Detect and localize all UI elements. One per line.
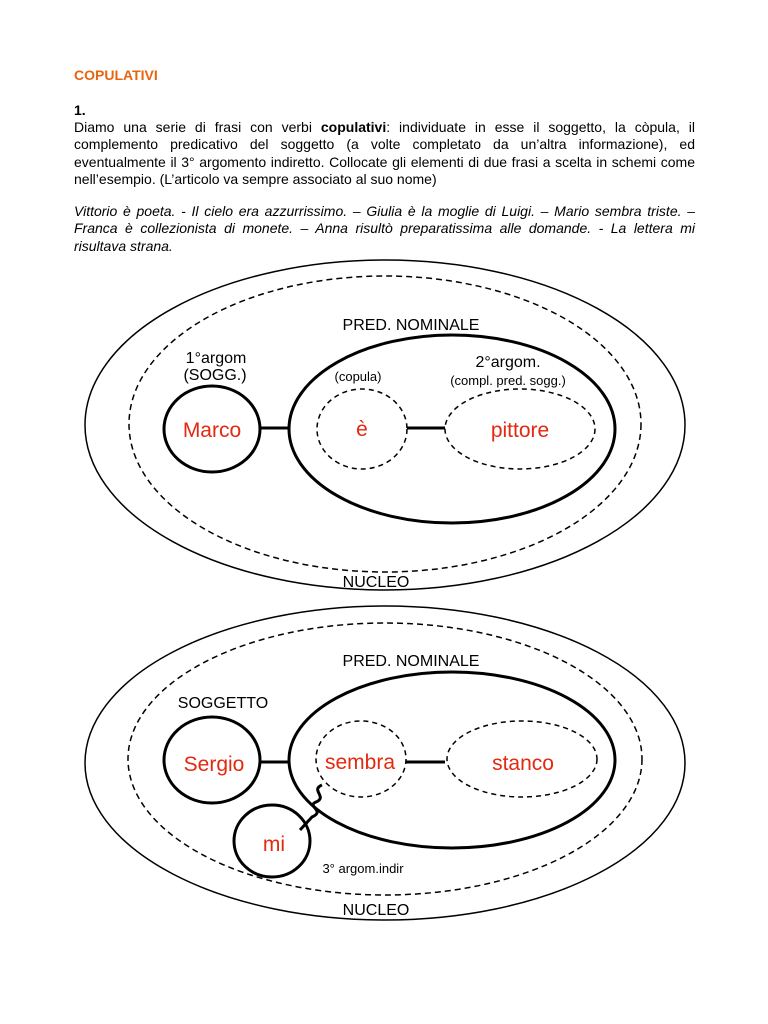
pred-nominale-label: PRED. NOMINALE bbox=[342, 653, 480, 670]
instruction-text-2: : individuate in esse il soggetto, la còpula, il complemento predicativo del soggetto (a volte completato da un’altra informazione), ed eventualmente il 3° argomento indiretto. Collocate gli elementi di due frasi a scelta in schemi come nell’esempio. (L’articolo va sempre associato al suo nome) bbox=[74, 119, 695, 187]
instruction-text-1: Diamo una serie di frasi con verbi bbox=[74, 119, 321, 135]
arg1-label: 1°argom bbox=[185, 350, 247, 367]
subject-word: Sergio bbox=[183, 753, 245, 776]
instruction-bold-term: copulativi bbox=[320, 119, 387, 135]
nucleo-label: NUCLEO bbox=[342, 902, 410, 919]
diagram-1 bbox=[85, 260, 685, 591]
exercise-number: 1. bbox=[74, 102, 86, 118]
example-sentences: Vittorio è poeta. - Il cielo era azzurrissimo. – Giulia è la moglie di Luigi. – Mario sembra triste. – Franca è collezionista di monete. – Anna risultò preparatissima alle domande. - La lettera mi risultava strana. bbox=[74, 203, 695, 254]
copula-label: (copula) bbox=[334, 369, 382, 384]
indirect-arg-label: 3° argom.indir bbox=[322, 861, 404, 876]
copula-word: è bbox=[356, 418, 368, 441]
indirect-wavy-link bbox=[300, 785, 322, 830]
predicate-ellipse bbox=[289, 335, 615, 523]
pred-nominale-label: PRED. NOMINALE bbox=[342, 317, 480, 334]
subject-word: Marco bbox=[182, 419, 242, 442]
section-title: COPULATIVI bbox=[74, 67, 158, 83]
complement-word: stanco bbox=[492, 752, 554, 775]
complement-word: pittore bbox=[490, 419, 550, 442]
diagram-2 bbox=[85, 606, 685, 920]
arg2-label: 2°argom. bbox=[475, 354, 541, 371]
indirect-word: mi bbox=[262, 833, 286, 856]
outer-ellipse bbox=[85, 260, 685, 590]
soggetto-label: SOGGETTO bbox=[177, 695, 269, 712]
nucleo-label: NUCLEO bbox=[342, 574, 410, 591]
copula-word: sembra bbox=[324, 751, 396, 774]
arg2-compl-label: (compl. pred. sogg.) bbox=[450, 373, 566, 388]
arg1-sogg-label: (SOGG.) bbox=[183, 367, 247, 384]
